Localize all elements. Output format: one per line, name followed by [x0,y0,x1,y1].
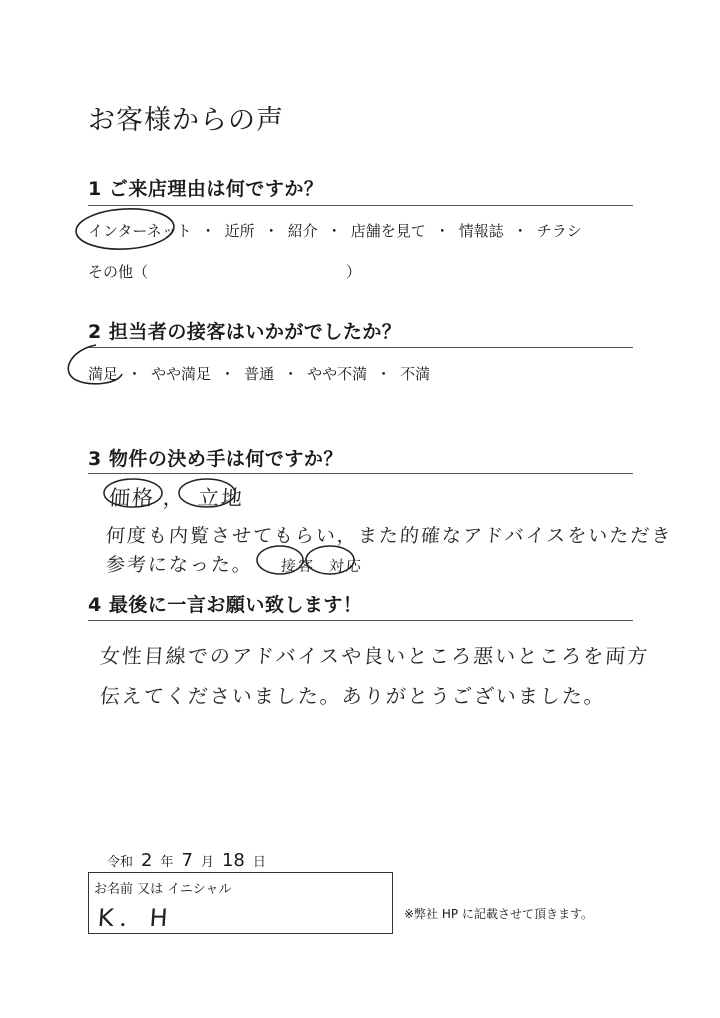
date-month-unit: 月 [200,855,214,870]
name-value: K．H [96,904,175,932]
question-1-options: インターネット ・ 近所 ・ 紹介 ・ 店舗を見て ・ 情報誌 ・ チラシ [88,222,582,240]
option-satisfied[interactable]: 満足 [88,365,119,383]
question-2-options: 満足 ・ やや満足 ・ 普通 ・ やや不満 ・ 不満 [88,365,431,383]
answer-3-service: 接客 [280,557,316,575]
circle-mark-location [179,479,235,507]
answer-3-line-2: 何度も内覧させてもらい，また的確なアドバイスをいただき [105,525,674,547]
answer-3-text: 参考になった。 [105,554,254,576]
answer-3-price: 価格 [108,486,156,510]
option-internet[interactable]: インターネット [88,222,192,240]
page-title: お客様からの声 [88,105,284,136]
circle-mark-response [306,546,354,574]
question-1-heading: 1 ご来店理由は何ですか？ [88,178,324,200]
option-referral[interactable]: 紹介 [287,222,318,240]
circle-mark-internet [75,206,175,251]
circle-mark-service [257,546,303,574]
option-dissatisfied[interactable]: 不満 [400,365,431,383]
answer-3-location: 立地 [197,486,245,510]
date-day-unit: 日 [252,855,266,870]
question-3-heading: 3 物件の決め手は何ですか？ [88,448,343,470]
date-year: 2 [141,850,153,871]
date-month: 7 [181,850,193,871]
answer-4-line-1: 女性目線でのアドバイスや良いところ悪いところを両方 [99,644,651,668]
other-label: その他（ [88,263,149,281]
question-2-heading: 2 担当者の接客はいかがでしたか？ [88,321,402,343]
answer-3-sep: ， [162,486,187,510]
option-magazine[interactable]: 情報誌 [458,222,504,240]
date-era: 令和 [107,855,134,870]
name-label: お名前 又は イニシャル [94,882,232,897]
publication-note: ※弊社 HP に記載させて頂きます。 [404,907,593,921]
option-somewhat-dissatisfied[interactable]: やや不満 [307,365,368,383]
option-neighborhood[interactable]: 近所 [224,222,255,240]
date-day: 18 [221,850,245,871]
option-neutral[interactable]: 普通 [244,365,275,383]
option-saw-store[interactable]: 店舗を見て [350,222,426,240]
option-flyer[interactable]: チラシ [536,222,582,240]
other-close: ） [346,263,362,281]
answer-3-response: 対応 [328,557,364,575]
circle-mark-price [104,479,162,507]
option-somewhat-satisfied[interactable]: やや満足 [151,365,212,383]
date-year-unit: 年 [160,855,174,870]
answer-4-line-2: 伝えてくださいました。ありがとうございました。 [99,684,607,708]
question-4-heading: 4 最後に一言お願い致します！ [88,594,363,616]
circle-mark-satisfied [68,345,122,384]
